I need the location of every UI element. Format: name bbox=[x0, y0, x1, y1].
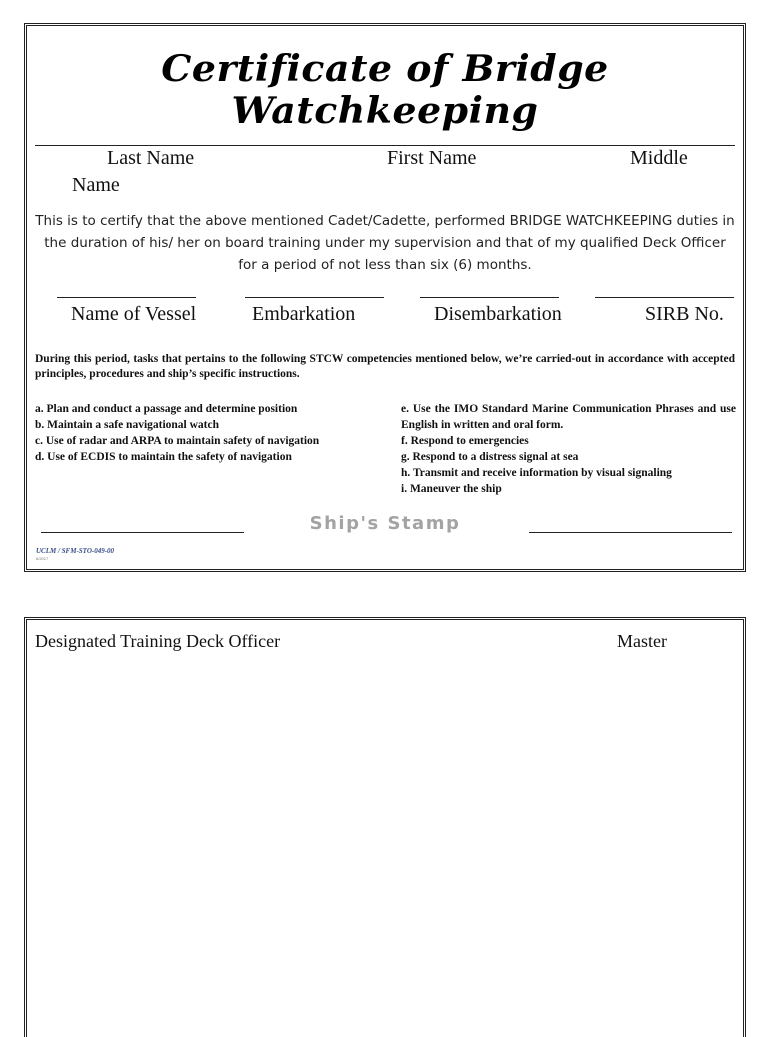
master-signature-line bbox=[529, 532, 732, 533]
vessel-label: Name of Vessel bbox=[71, 303, 197, 325]
name-line bbox=[35, 145, 735, 146]
competency-item: c. Use of radar and ARPA to maintain safety of navigation bbox=[35, 435, 320, 447]
competency-list-left bbox=[35, 401, 370, 465]
disembarkation-label: Disembarkation bbox=[434, 303, 562, 325]
last-name-label: Last Name bbox=[107, 147, 195, 169]
competency-list-right bbox=[401, 401, 736, 497]
officer-label: Designated Training Deck Officer bbox=[35, 631, 281, 651]
embarkation-line bbox=[245, 297, 384, 298]
signature-card bbox=[24, 617, 746, 1037]
form-code-sub: 6/2017 bbox=[36, 556, 49, 561]
competency-item: f. Respond to emergencies bbox=[401, 435, 529, 447]
competency-item: g. Respond to a distress signal at sea bbox=[401, 451, 579, 463]
ships-stamp-label: Ship's Stamp bbox=[309, 513, 461, 534]
embarkation-label: Embarkation bbox=[252, 303, 356, 325]
sirb-line bbox=[595, 297, 734, 298]
competency-item: e. Use the IMO Standard Marine Communication Phrases and use English in written and oral form. bbox=[401, 403, 736, 431]
middle-label: Middle bbox=[630, 147, 688, 169]
competency-item: h. Transmit and receive information by visual signaling bbox=[401, 467, 672, 479]
competency-item: a. Plan and conduct a passage and determine position bbox=[35, 403, 298, 415]
form-code: UCLM / SFM-STO-049-00 bbox=[36, 547, 115, 555]
vessel-line bbox=[57, 297, 196, 298]
certify-statement: This is to certify that the above mentioned Cadet/Cadette, performed BRIDGE WATCHKEEPING duties in the duration of his/ her on board training under my supervision and that of my qualified Deck Officer for a period of not less than six (6) months. bbox=[35, 213, 735, 273]
disembarkation-line bbox=[420, 297, 559, 298]
competency-item: b. Maintain a safe navigational watch bbox=[35, 419, 220, 431]
sirb-label: SIRB No. bbox=[645, 303, 724, 325]
certificate-card bbox=[24, 23, 746, 572]
certificate-title: Certificate of Bridge Watchkeeping bbox=[161, 48, 609, 132]
competency-item: i. Maneuver the ship bbox=[401, 483, 502, 495]
competency-item: d. Use of ECDIS to maintain the safety of navigation bbox=[35, 451, 292, 463]
middle-name-label-continued: Name bbox=[72, 174, 120, 196]
first-name-label: First Name bbox=[387, 147, 477, 169]
master-label: Master bbox=[617, 631, 667, 651]
competency-intro: During this period, tasks that pertains to the following STCW competencies mentioned below, we’re carried-out in accordance with accepted principles, procedures and ship’s specific instructions. bbox=[35, 353, 735, 380]
